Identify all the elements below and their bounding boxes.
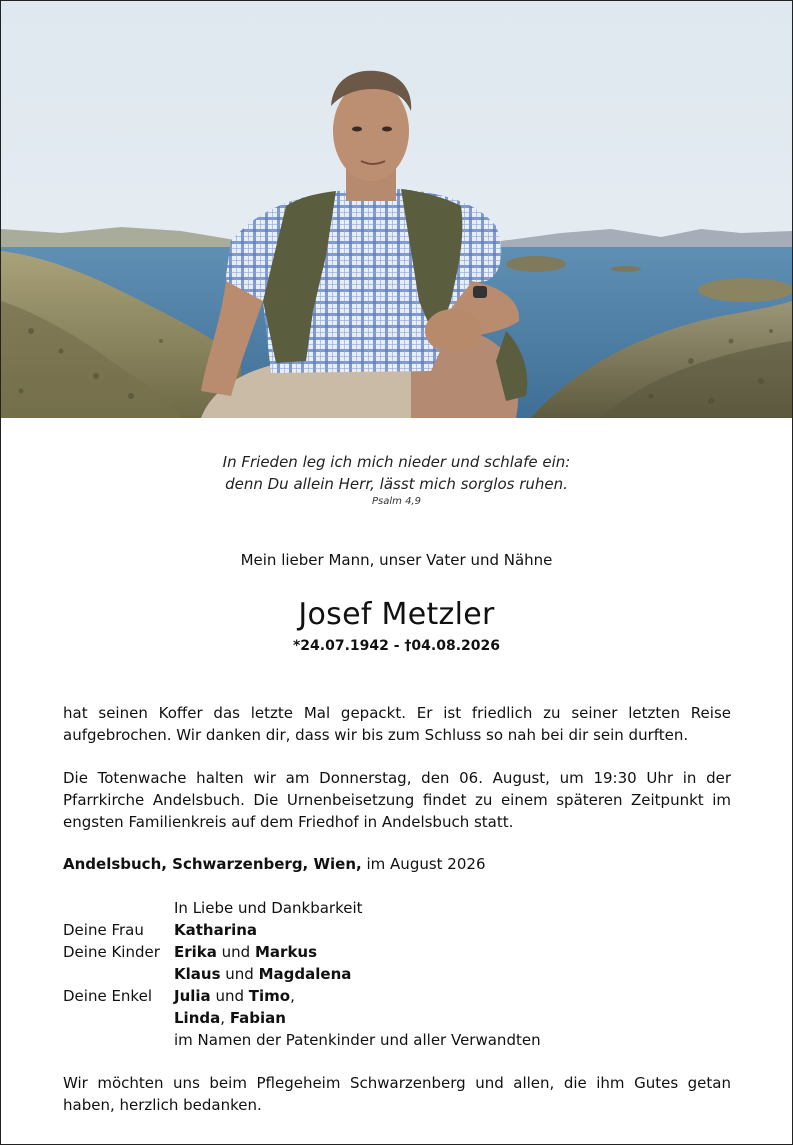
comma: ,	[290, 987, 295, 1005]
conjunction: und	[225, 965, 254, 983]
child-name: Markus	[255, 943, 318, 961]
signature-heading-row	[63, 897, 731, 919]
verse-line-1: In Frieden leg ich mich nieder und schlafe ein:	[222, 453, 571, 471]
grandchildren-row-2	[63, 1007, 731, 1029]
wife-label: Deine Frau	[63, 921, 144, 939]
conjunction: und	[215, 987, 244, 1005]
verse-reference: Psalm 4,9	[372, 496, 421, 507]
closing-thanks: Wir möchten uns beim Pflegeheim Schwarzenberg und allen, die ihm Gutes getan haben, herzlich bedanken.	[63, 1074, 731, 1114]
relatives-line: im Namen der Patenkinder und aller Verwandten	[174, 1031, 541, 1049]
grandchildren-row-1	[63, 985, 731, 1007]
grandchild-name: Linda	[174, 1009, 221, 1027]
place-date-line	[63, 853, 731, 875]
intro-line: Mein lieber Mann, unser Vater und Nähne	[240, 551, 553, 569]
verse-line-2: denn Du allein Herr, lässt mich sorglos ruhen.	[225, 475, 568, 493]
children-label: Deine Kinder	[63, 943, 160, 961]
children-row-1	[63, 941, 731, 963]
places: Andelsbuch, Schwarzenberg, Wien,	[63, 855, 362, 873]
child-name: Klaus	[174, 965, 221, 983]
children-row-2	[63, 963, 731, 985]
signature-block	[63, 897, 731, 1051]
life-dates: *24.07.1942 - †04.08.2026	[292, 638, 500, 654]
relatives-row	[63, 1029, 731, 1051]
signature-heading: In Liebe und Dankbarkeit	[174, 899, 363, 917]
child-name: Erika	[174, 943, 217, 961]
child-name: Magdalena	[258, 965, 352, 983]
grandchild-name: Fabian	[229, 1009, 286, 1027]
grandchildren-label: Deine Enkel	[63, 987, 152, 1005]
grandchild-name: Timo	[248, 987, 291, 1005]
conjunction: und	[221, 943, 251, 961]
portrait-photo	[1, 1, 792, 418]
wife-row	[63, 919, 731, 941]
deceased-name: Josef Metzler	[298, 597, 495, 632]
comma: ,	[220, 1009, 226, 1027]
funeral-details-paragraph: Die Totenwache halten wir am Donnerstag, den 06. August, um 19:30 Uhr in der Pfarrkirche Andelsbuch. Die Urnenbeisetzung findet zu einem späteren Zeitpunkt im engsten Familienkreis auf dem Friedhof in Andelsbuch statt.	[63, 769, 731, 831]
message-paragraph: hat seinen Koffer das letzte Mal gepackt. Er ist friedlich zu seiner letzten Reise aufgebrochen. Wir danken dir, dass wir bis zum Schluss so nah bei dir sein durften.	[63, 704, 731, 744]
grandchild-name: Julia	[174, 987, 211, 1005]
wife-name: Katharina	[174, 921, 258, 939]
notice-date: im August 2026	[366, 855, 486, 873]
